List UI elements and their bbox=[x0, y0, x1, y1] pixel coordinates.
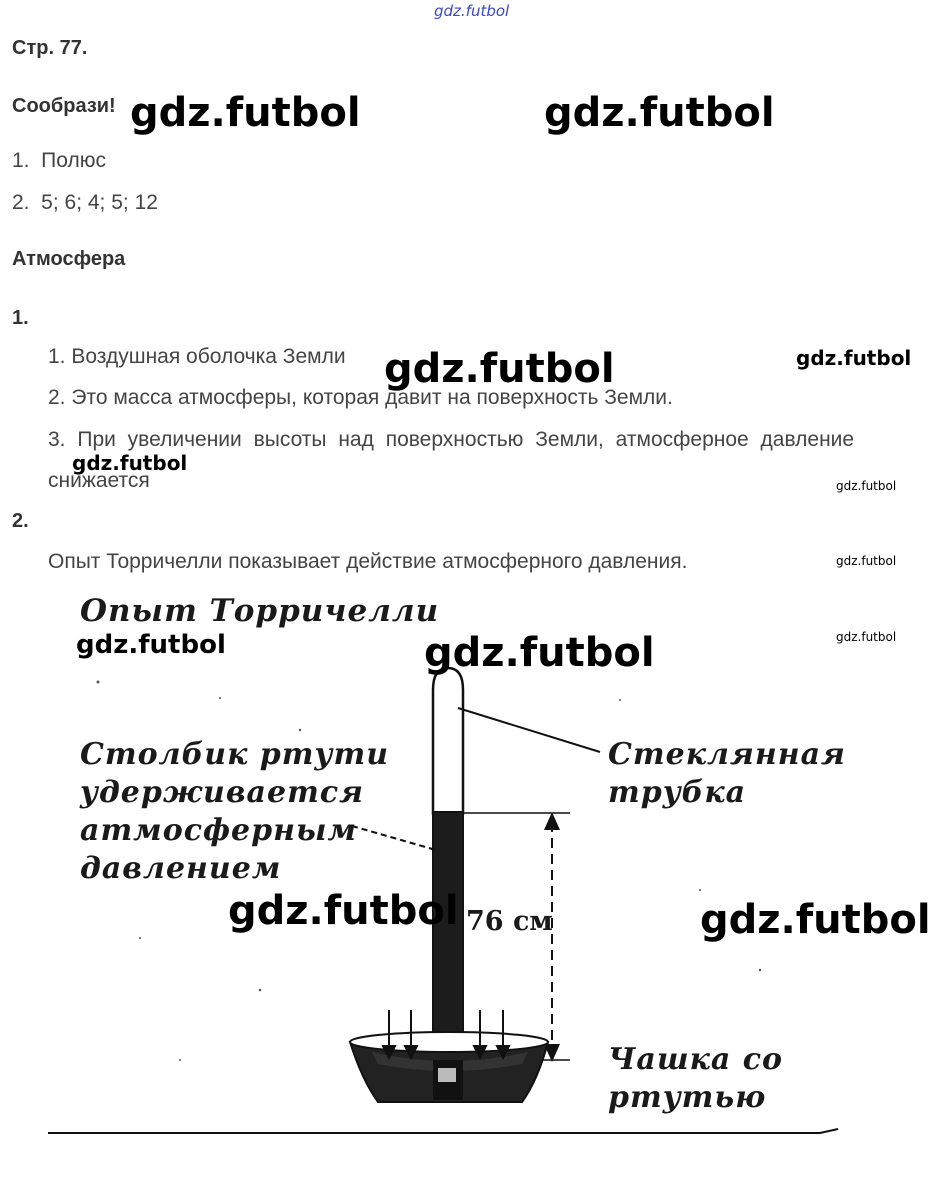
watermark: gdz.futbol bbox=[130, 90, 361, 136]
answer-line: снижается bbox=[48, 469, 150, 492]
watermark: gdz.futbol bbox=[700, 897, 931, 943]
watermark: gdz.futbol bbox=[544, 90, 775, 136]
label-line: ртутью bbox=[608, 1080, 767, 1115]
page-reference: Стр. 77. bbox=[12, 37, 88, 59]
answer-line: 1. Воздушная оболочка Земли bbox=[48, 345, 346, 368]
watermark: gdz.futbol bbox=[76, 630, 226, 660]
label-line: трубка bbox=[608, 775, 747, 810]
watermark: gdz.futbol bbox=[836, 554, 897, 568]
glass-tube bbox=[433, 668, 463, 815]
watermark: gdz.futbol bbox=[384, 346, 615, 392]
list-item: 2. 5; 6; 4; 5; 12 bbox=[12, 191, 158, 214]
watermark: gdz.futbol bbox=[836, 479, 897, 493]
label-height-76cm: 76 см bbox=[466, 906, 553, 937]
arrow-head-up bbox=[544, 812, 560, 830]
answer-line: 3. При увеличении высоты над поверхностью Земли, атмосферное давление bbox=[48, 428, 855, 451]
figure-title: Опыт Торричелли bbox=[80, 593, 440, 629]
task-number-1: 1. bbox=[12, 307, 29, 329]
label-line: Стеклянная bbox=[608, 737, 846, 772]
answer-line: 2. Это масса атмосферы, которая давит на поверхность Земли. bbox=[48, 386, 673, 409]
mercury-cup-rim bbox=[350, 1032, 548, 1052]
label-line: удерживается bbox=[80, 775, 364, 810]
leader-line-tube bbox=[458, 708, 600, 752]
label-line: Столбик ртути bbox=[80, 737, 390, 772]
top-watermark: gdz.futbol bbox=[434, 2, 510, 20]
watermark: gdz.futbol bbox=[424, 630, 655, 676]
label-line: давлением bbox=[80, 851, 282, 886]
bottom-rule bbox=[48, 1129, 838, 1133]
label-line: Чашка со bbox=[608, 1042, 784, 1077]
watermark: gdz.futbol bbox=[72, 451, 188, 475]
watermark: gdz.futbol bbox=[228, 888, 459, 934]
watermark: gdz.futbol bbox=[796, 346, 912, 370]
section-title-soobrazi: Сообрази! bbox=[12, 95, 116, 117]
answer-line: Опыт Торричелли показывает действие атмосферного давления. bbox=[48, 550, 688, 573]
label-line: атмосферным bbox=[80, 813, 358, 848]
list-item: 1. Полюс bbox=[12, 149, 106, 172]
watermark: gdz.futbol bbox=[836, 630, 897, 644]
leader-line-column bbox=[352, 826, 436, 850]
section-title-atmosphere: Атмосфера bbox=[12, 248, 126, 270]
task-number-2: 2. bbox=[12, 510, 29, 532]
